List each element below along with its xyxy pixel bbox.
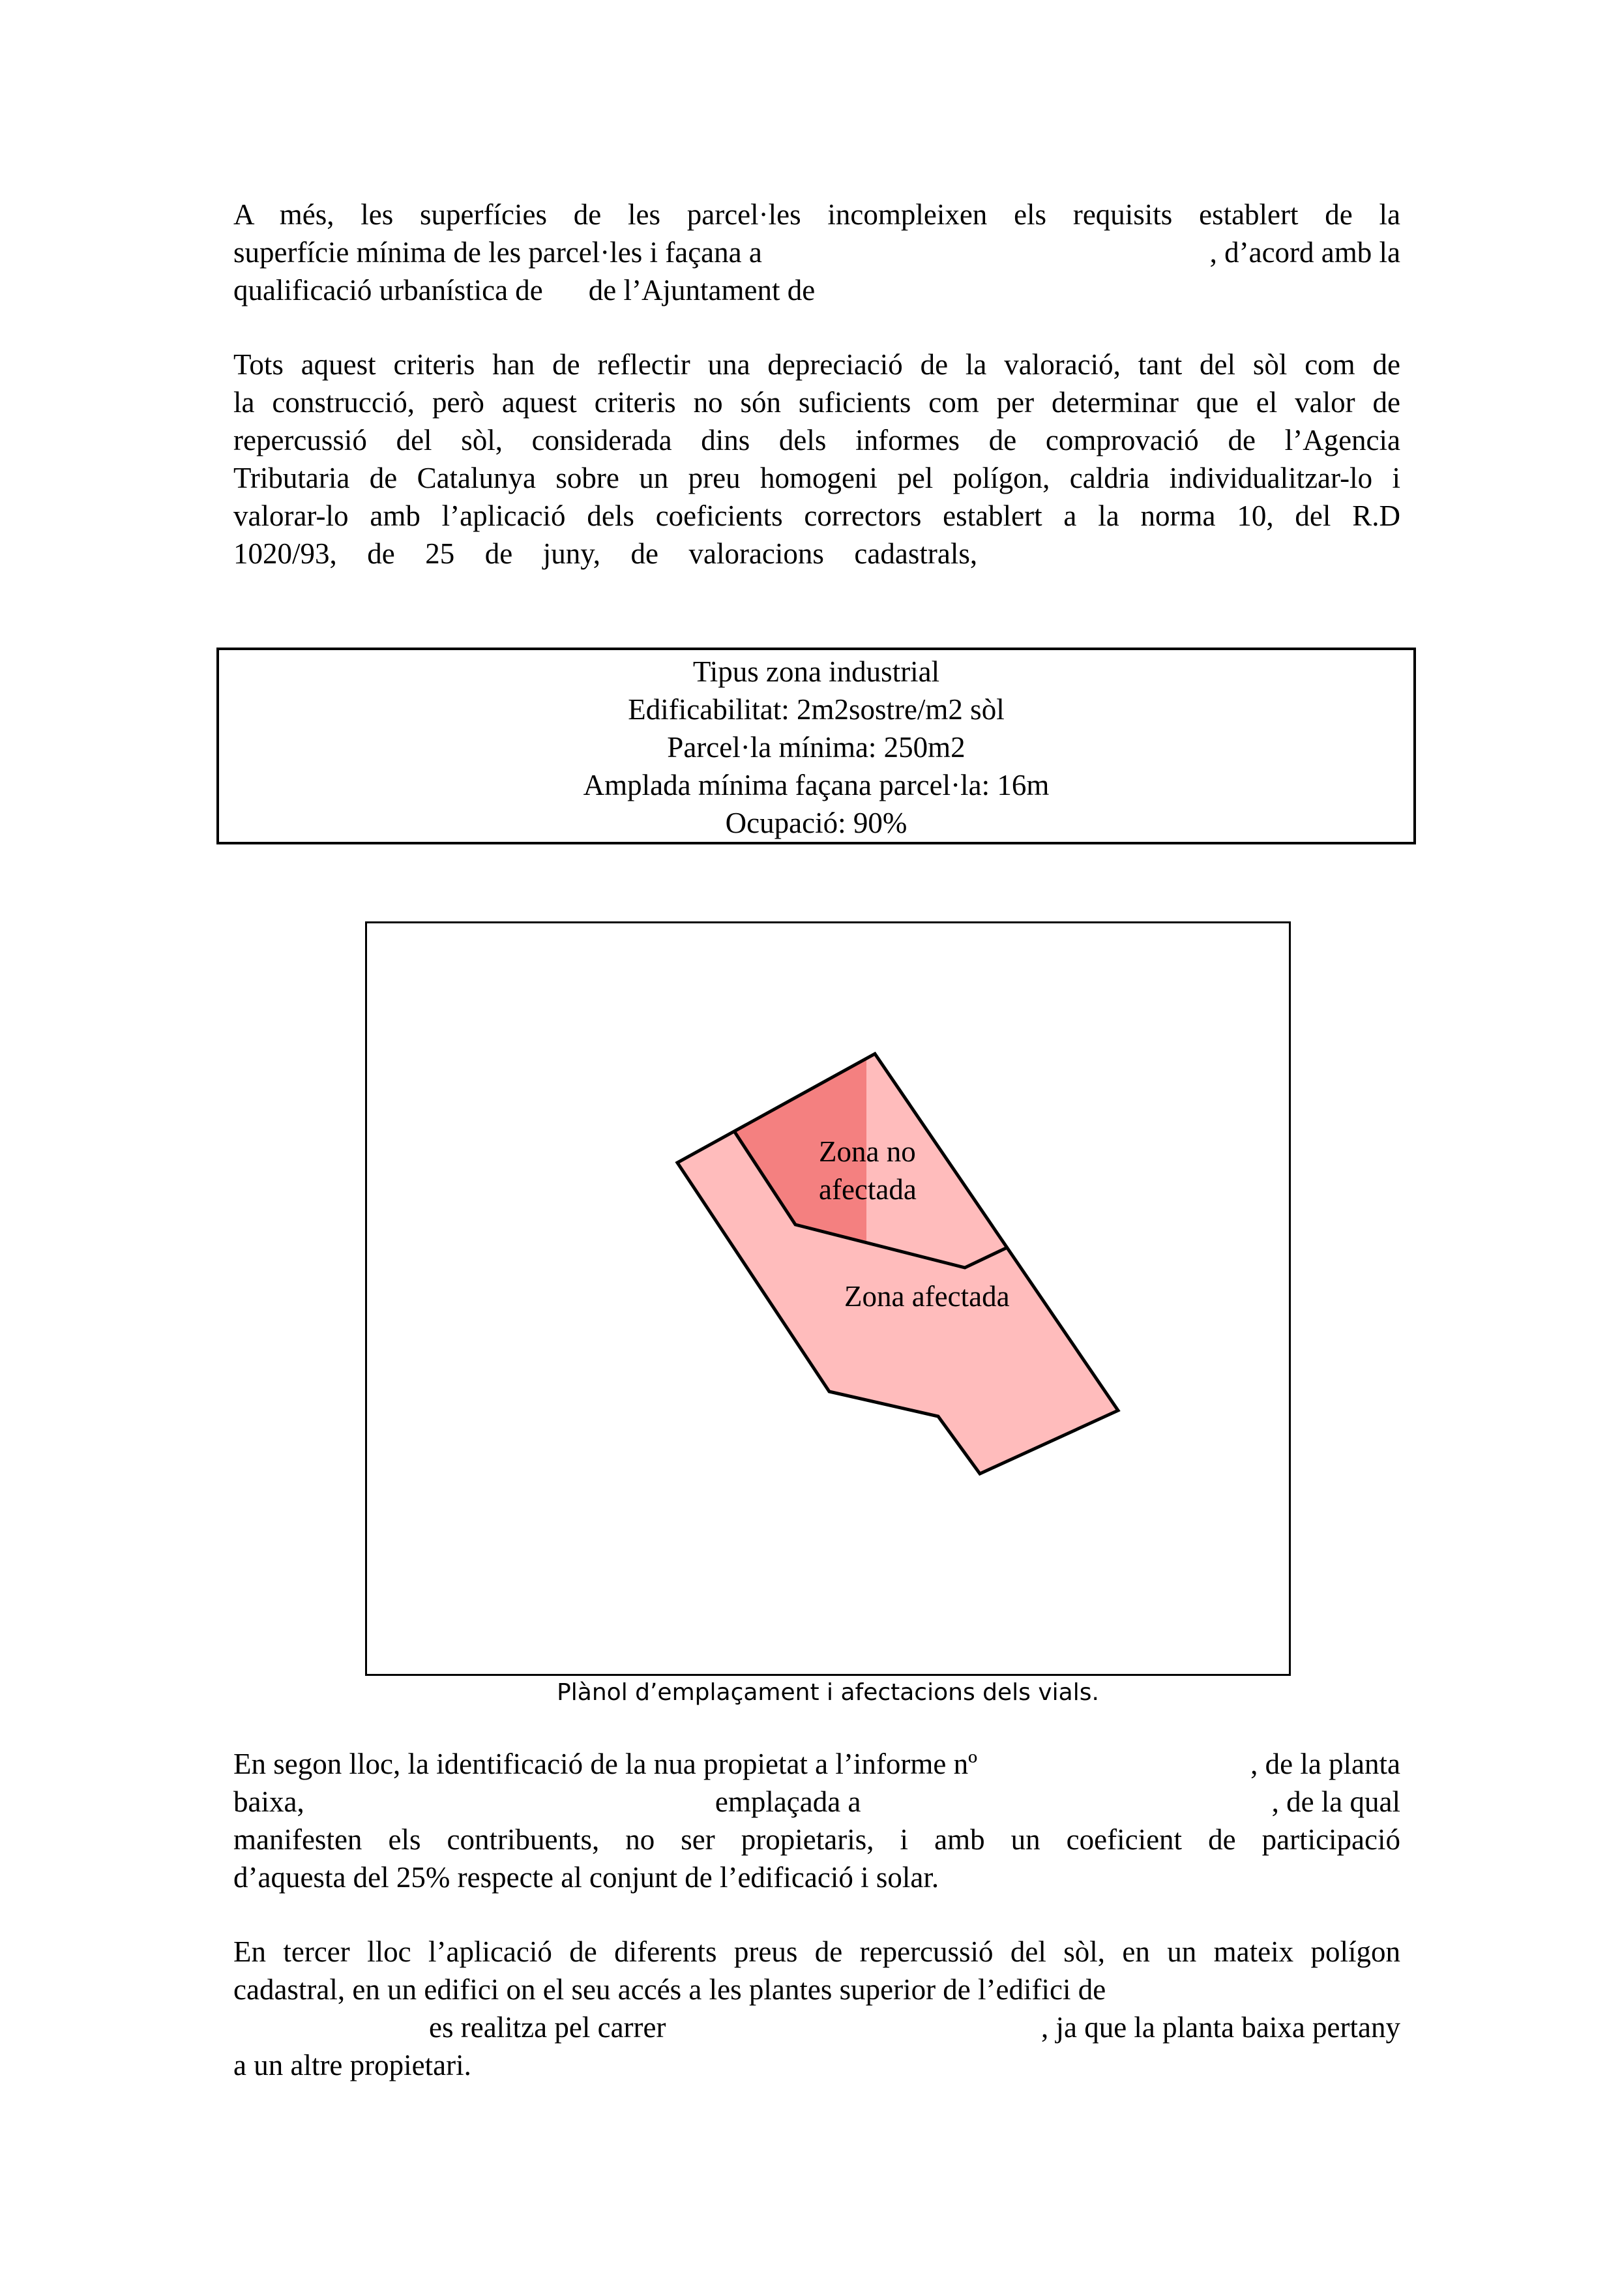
paragraph-line: [233, 1745, 1400, 1783]
text-fragment: emplaçada a: [715, 1785, 861, 1818]
paragraph-line: [233, 271, 1400, 309]
site-plan-map: [365, 921, 1291, 1676]
paragraph-line: [233, 2008, 1400, 2046]
zone-not-affected-label-line1: Zona no: [819, 1135, 916, 1168]
text-fragment: baixa,: [233, 1785, 304, 1818]
paragraph-line: [233, 1783, 1400, 1821]
paragraph-line: d’aquesta del 25% respecte al conjunt de l’edificació i solar.: [233, 1861, 939, 1894]
criteria-occupancy: Ocupació: 90%: [725, 807, 907, 839]
paragraph-line: Tots aquest criteris han de reflectir una depreciació de la valoració, tant del sòl com de: [233, 348, 1400, 381]
text-fragment: superfície mínima de les parcel·les i façana a: [233, 236, 762, 269]
text-fragment: , ja que la planta baixa pertany: [1040, 2011, 1400, 2044]
text-fragment: , de la qual: [1271, 1785, 1401, 1818]
text-fragment: En segon lloc, la identificació de la nua propietat a l’informe nº: [233, 1748, 978, 1780]
criteria-min-frontage: Amplada mínima façana parcel·la: 16m: [583, 769, 1050, 801]
paragraph-4: [233, 1933, 1400, 2084]
paragraph-line: manifesten els contribuents, no ser propietaris, i amb un coeficient de participació: [233, 1823, 1400, 1856]
paragraph-line: En tercer lloc l’aplicació de diferents preus de repercussió del sòl, en un mateix polígon: [233, 1935, 1400, 1968]
map-caption: Plànol d’emplaçament i afectacions dels vials.: [557, 1679, 1099, 1706]
paragraph-line: a un altre propietari.: [233, 2049, 471, 2081]
criteria-zone-type: Tipus zona industrial: [692, 655, 940, 688]
paragraph-line: repercussió del sòl, considerada dins dels informes de comprovació de l’Agencia: [233, 424, 1400, 456]
text-fragment: , de la planta: [1250, 1748, 1400, 1780]
paragraph-line: 1020/93, de 25 de juny, de valoracions cadastrals,: [233, 537, 978, 570]
criteria-min-plot: Parcel·la mínima: 250m2: [667, 731, 966, 764]
paragraph-line: A més, les superfícies de les parcel·les incompleixen els requisits establert de la: [233, 198, 1400, 231]
paragraph-3: [233, 1745, 1400, 1896]
text-fragment: , d’acord amb la: [1209, 236, 1400, 269]
text-fragment: de l’Ajuntament de: [588, 274, 816, 306]
criteria-buildability: Edificabilitat: 2m2sostre/m2 sòl: [628, 693, 1005, 726]
zone-not-affected-label-line2: afectada: [819, 1173, 917, 1206]
paragraph-line: valorar-lo amb l’aplicació dels coeficients correctors establert a la norma 10, del R.D: [233, 499, 1400, 532]
paragraph-2: [233, 346, 1400, 573]
paragraph-line: la construcció, però aquest criteris no són suficients com per determinar que el valor de: [233, 386, 1400, 419]
paragraph-line: cadastral, en un edifici on el seu accés a les plantes superior de l’edifici de: [233, 1973, 1106, 2006]
paragraph-1: [233, 196, 1400, 309]
site-plan-drawing: [367, 923, 1289, 1674]
paragraph-line: Tributaria de Catalunya sobre un preu homogeni pel polígon, caldria individualitzar-lo i: [233, 462, 1400, 494]
text-fragment: qualificació urbanística de: [233, 274, 543, 306]
zone-affected-label: Zona afectada: [844, 1280, 1010, 1313]
zoning-criteria-box: [216, 648, 1416, 844]
paragraph-line: [233, 233, 1400, 271]
text-fragment: es realitza pel carrer: [429, 2011, 666, 2044]
